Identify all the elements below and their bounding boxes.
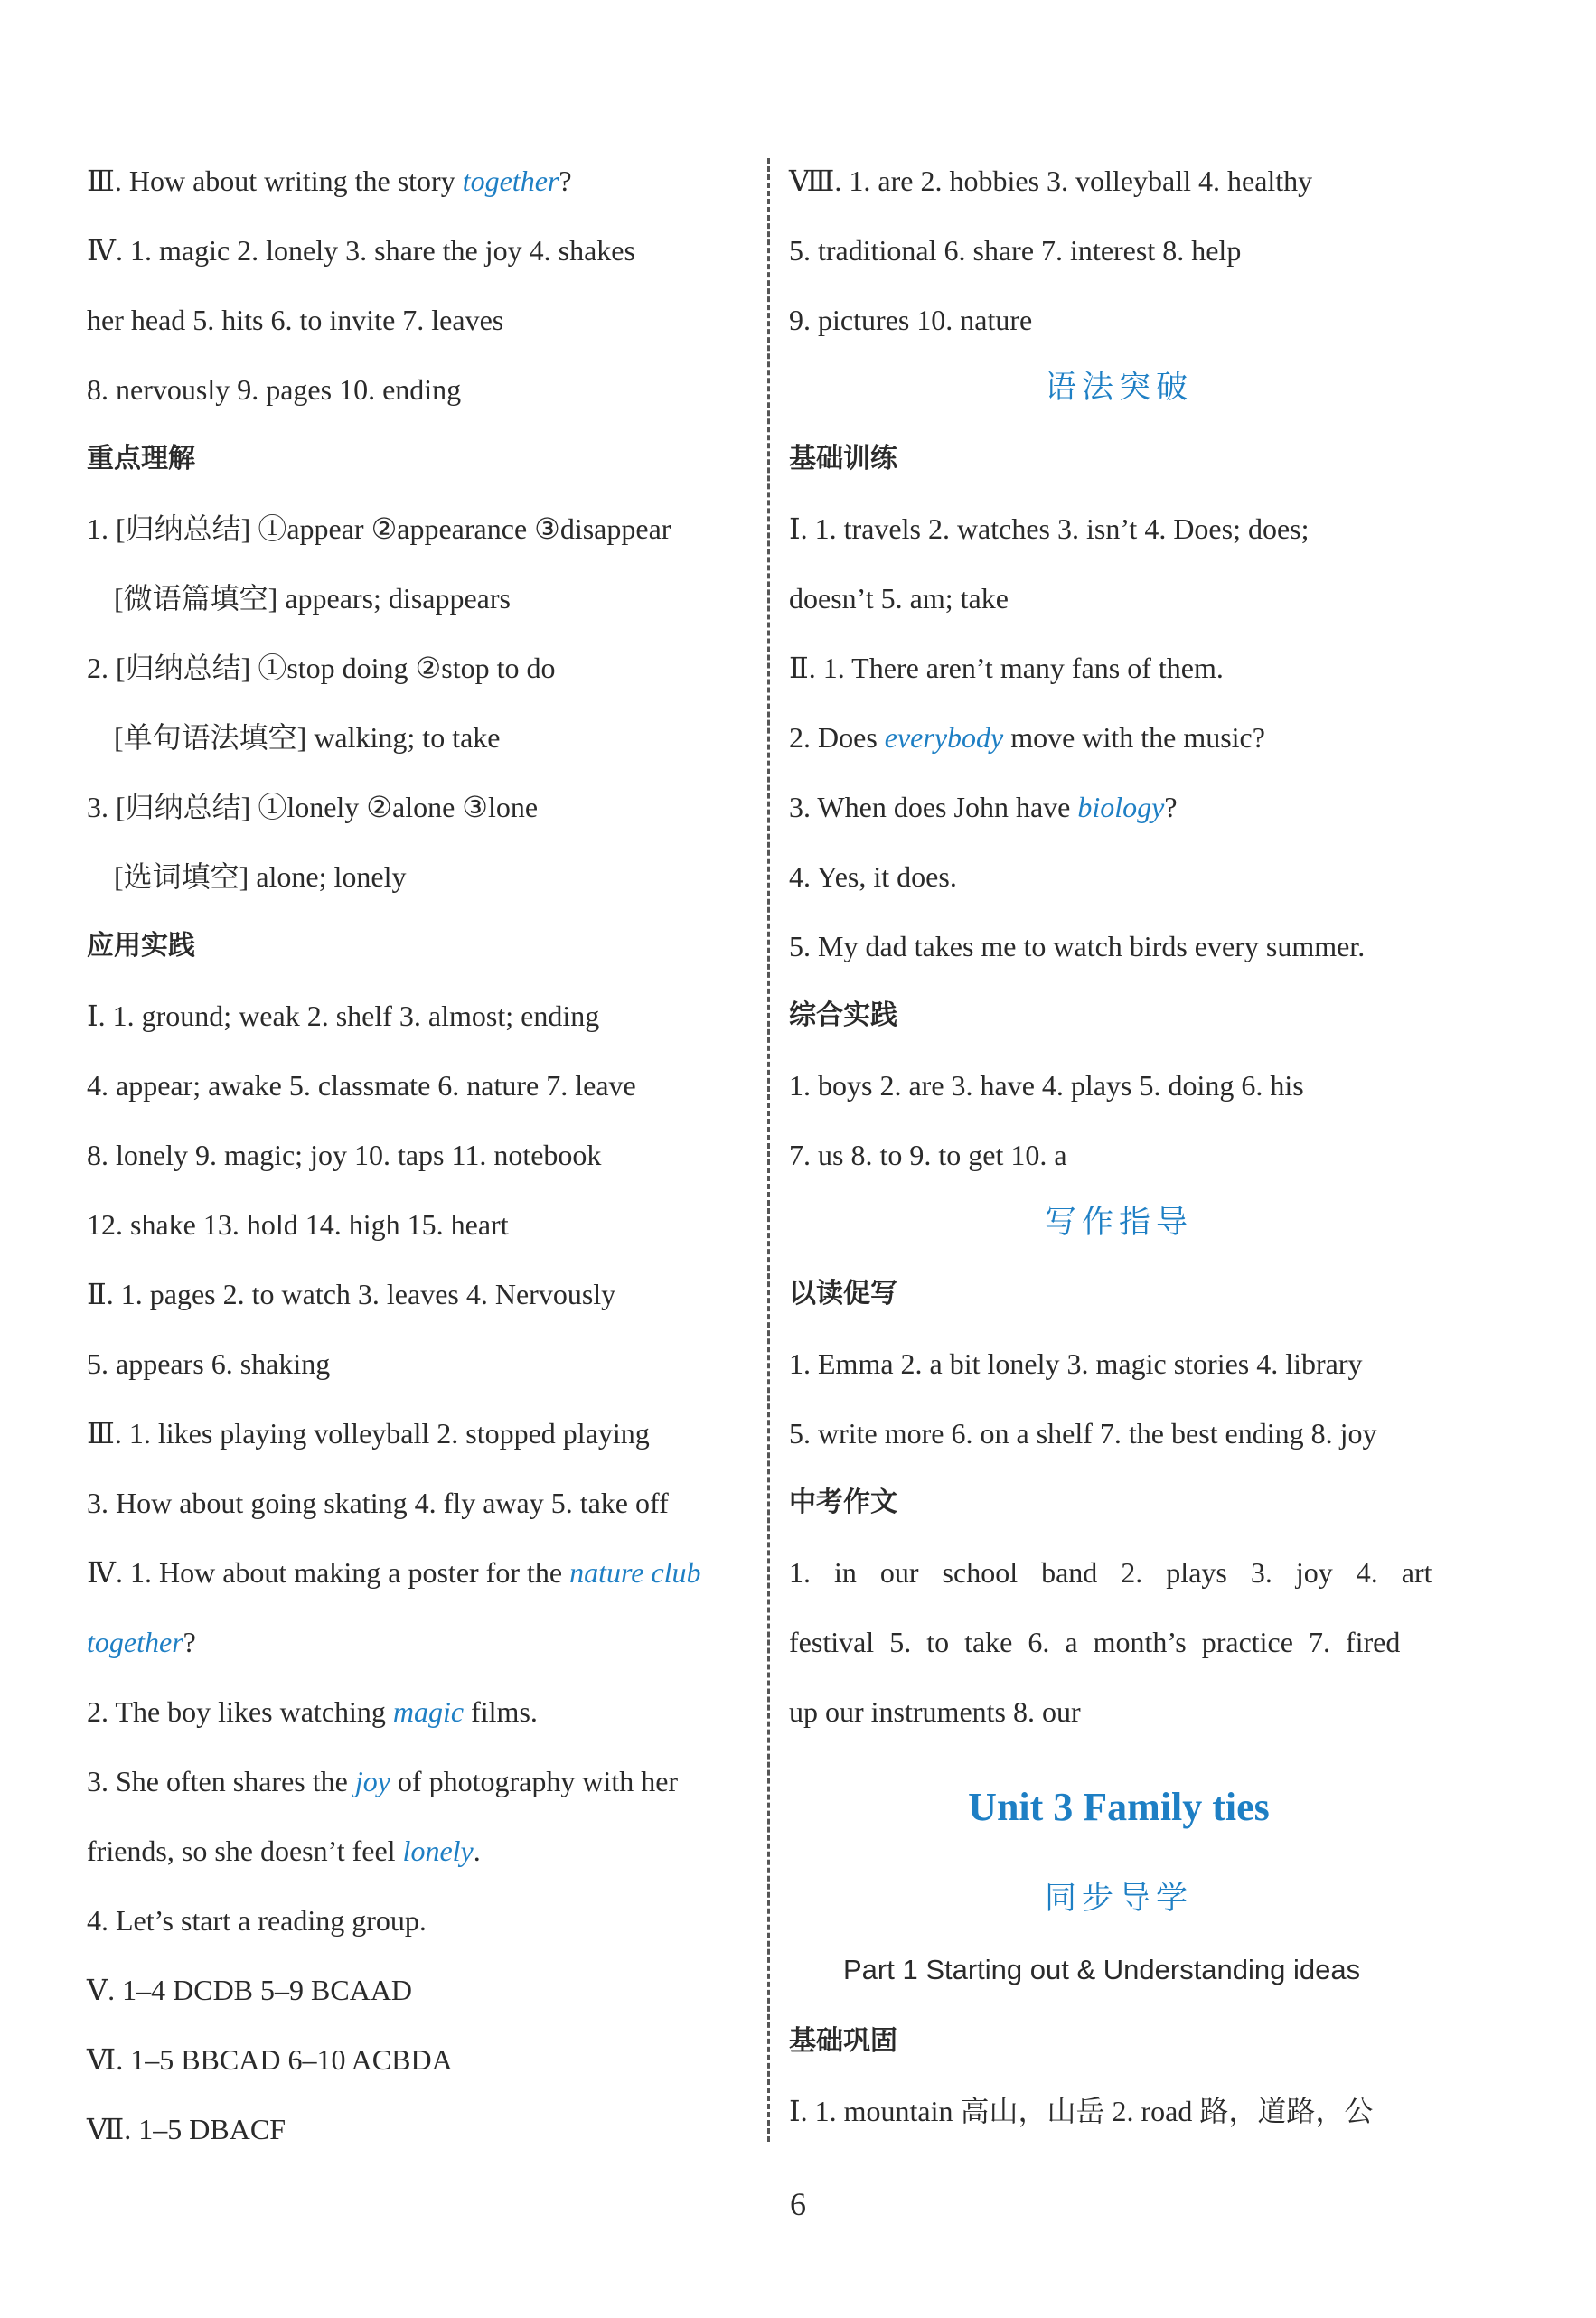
answer-line: Ⅳ. 1. How about making a poster for the nature club — [87, 1556, 701, 1589]
answer-line: Ⅶ. 1–5 DBACF — [87, 2113, 286, 2145]
column-divider — [767, 158, 770, 2142]
answer-line: her head 5. hits 6. to invite 7. leaves — [87, 304, 504, 336]
answer-line: 1. Emma 2. a bit lonely 3. magic stories 4. library — [789, 1347, 1363, 1380]
answer-line: 2. [归纳总结] ①stop doing ②stop to do — [87, 652, 556, 684]
answer-line: 8. lonely 9. magic; joy 10. taps 11. notebook — [87, 1139, 602, 1171]
section-heading: 综合实践 — [789, 999, 897, 1031]
answer-line: 5. write more 6. on a shelf 7. the best ending 8. joy — [789, 1417, 1377, 1450]
answer-line: 4. appear; awake 5. classmate 6. nature 7. leave — [87, 1069, 636, 1102]
section-heading: 基础训练 — [789, 443, 897, 474]
answer-line: 5. traditional 6. share 7. interest 8. help — [789, 234, 1242, 267]
part-title: Part 1 Starting out & Understanding ideas — [843, 1954, 1361, 1985]
section-heading: 重点理解 — [87, 443, 195, 474]
page-number: 6 — [790, 2186, 806, 2222]
section-heading: 应用实践 — [87, 930, 195, 962]
answer-line: 4. Yes, it does. — [789, 860, 957, 893]
answer-line: Ⅷ. 1. are 2. hobbies 3. volleyball 4. healthy — [789, 164, 1313, 197]
answer-line: 1. boys 2. are 3. have 4. plays 5. doing 6. his — [789, 1069, 1304, 1102]
answer-line: 3. How about going skating 4. fly away 5. take off — [87, 1487, 669, 1519]
answer-line: [选词填空] alone; lonely — [114, 860, 407, 893]
section-title: 同步导学 — [1044, 1881, 1193, 1916]
answer-line: Ⅵ. 1–5 BBCAD 6–10 ACBDA — [87, 2043, 453, 2076]
answer-line: Ⅱ. 1. There aren’t many fans of them. — [789, 652, 1224, 684]
answer-line: friends, so she doesn’t feel lonely. — [87, 1835, 481, 1867]
answer-line: 2. The boy likes watching magic films. — [87, 1695, 538, 1728]
answer-line: Ⅴ. 1–4 DCDB 5–9 BCAAD — [87, 1974, 413, 2006]
answer-line: up our instruments 8. our — [789, 1695, 1081, 1728]
answer-line: 12. shake 13. hold 14. high 15. heart — [87, 1208, 509, 1241]
answer-line: [单句语法填空] walking; to take — [114, 721, 501, 754]
answer-line: 1. in our school band 2. plays 3. joy 4. art — [789, 1556, 1432, 1589]
answer-line: 4. Let’s start a reading group. — [87, 1904, 427, 1937]
section-title: 写作指导 — [1044, 1205, 1193, 1240]
section-heading: 以读促写 — [789, 1278, 897, 1309]
answer-line: 5. My dad takes me to watch birds every summer. — [789, 930, 1366, 962]
answer-line: Ⅲ. 1. likes playing volleyball 2. stopped playing — [87, 1417, 650, 1450]
answer-line: doesn’t 5. am; take — [789, 582, 1009, 615]
answer-line: 7. us 8. to 9. to get 10. a — [789, 1139, 1067, 1171]
section-heading: 中考作文 — [789, 1487, 897, 1518]
answer-line: 8. nervously 9. pages 10. ending — [87, 373, 462, 406]
answer-line: Ⅳ. 1. magic 2. lonely 3. share the joy 4. shakes — [87, 234, 635, 267]
unit-title: Unit 3 Family ties — [968, 1785, 1270, 1829]
answer-line: Ⅰ. 1. ground; weak 2. shelf 3. almost; ending — [87, 999, 600, 1032]
answer-line: festival 5. to take 6. a month’s practice 7. fired — [789, 1626, 1401, 1658]
answer-line: Ⅰ. 1. mountain 高山，山岳 2. road 路，道路，公 — [789, 2095, 1374, 2127]
answer-line: together? — [87, 1626, 196, 1658]
answer-line: 3. When does John have biology? — [789, 791, 1178, 823]
answer-line: 3. [归纳总结] ①lonely ②alone ③lone — [87, 791, 539, 823]
answer-line: Ⅱ. 1. pages 2. to watch 3. leaves 4. Nervously — [87, 1278, 616, 1310]
answer-line: 3. She often shares the joy of photography with her — [87, 1765, 679, 1797]
answer-line: Ⅰ. 1. travels 2. watches 3. isn’t 4. Does; does; — [789, 512, 1310, 545]
answer-line: 1. [归纳总结] ①appear ②appearance ③disappear — [87, 512, 671, 545]
answer-line: [微语篇填空] appears; disappears — [114, 582, 511, 615]
section-heading: 基础巩固 — [789, 2025, 897, 2057]
section-title: 语法突破 — [1044, 370, 1193, 405]
answer-line: 5. appears 6. shaking — [87, 1347, 331, 1380]
answer-line: 2. Does everybody move with the music? — [789, 721, 1265, 754]
answer-line: 9. pictures 10. nature — [789, 304, 1033, 336]
answer-line: Ⅲ. How about writing the story together? — [87, 164, 572, 197]
